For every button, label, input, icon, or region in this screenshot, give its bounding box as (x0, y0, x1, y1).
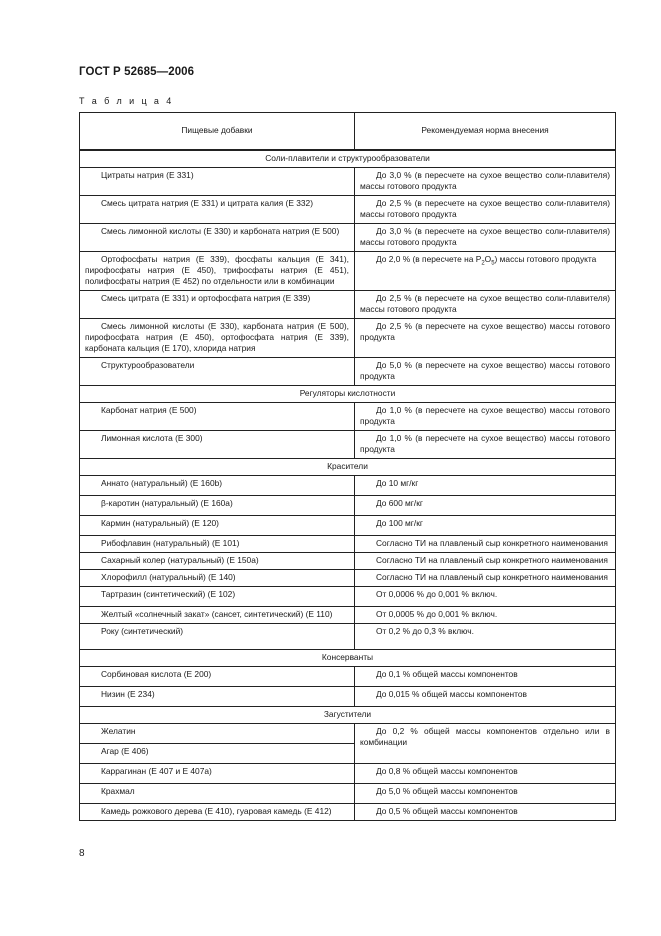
table-row (80, 553, 616, 570)
norm-cell: До 100 мг/кг (355, 516, 616, 536)
additive-cell: Желтый «солнечный закат» (сансет, синтетический) (Е 110) (80, 607, 355, 624)
norm-cell: Согласно ТИ на плавленый сыр конкретного наименования (355, 553, 616, 570)
table-row (80, 624, 616, 650)
additive-cell: Смесь цитрата (Е 331) и ортофосфата натрия (Е 339) (80, 291, 355, 319)
section-header-row (80, 386, 616, 403)
additive-cell: Камедь рожкового дерева (Е 410), гуаровая камедь (Е 412) (80, 804, 355, 821)
additive-cell: Сахарный колер (натуральный) (Е 150а) (80, 553, 355, 570)
table-caption: Т а б л и ц а 4 (79, 96, 174, 106)
section-title: Соли-плавители и структурообразователи (80, 150, 616, 168)
norm-cell: До 0,5 % общей массы компонентов (355, 804, 616, 821)
standard-number: ГОСТ Р 52685—2006 (79, 66, 195, 78)
table-row (80, 291, 616, 319)
norm-cell: До 0,1 % общей массы компонентов (355, 667, 616, 687)
table-row (80, 196, 616, 224)
norm-cell: До 10 мг/кг (355, 476, 616, 496)
additive-cell: Рибофлавин (натуральный) (Е 101) (80, 536, 355, 553)
norm-cell: До 0,8 % общей массы компонентов (355, 764, 616, 784)
table-row (80, 358, 616, 386)
norm-cell: До 2,5 % (в пересчете на сухое вещество соли-плавителя) массы готового продукта (355, 196, 616, 224)
section-header-row (80, 650, 616, 667)
additive-cell: β-каротин (натуральный) (Е 160а) (80, 496, 355, 516)
norm-cell: До 2,5 % (в пересчете на сухое вещество соли-плавителя) массы готового продукта (355, 291, 616, 319)
additive-cell: Року (синтетический) (80, 624, 355, 650)
table-row (80, 168, 616, 196)
norm-cell: До 2,0 % (в пересчете на $P_2O_5$) массы готового продукта (355, 252, 616, 291)
page-number: 8 (79, 848, 85, 859)
additive-cell: Карбонат натрия (Е 500) (80, 403, 355, 431)
column-header-additives: Пищевые добавки (80, 113, 355, 151)
additive-cell: Хлорофилл (натуральный) (Е 140) (80, 570, 355, 587)
norm-cell: До 1,0 % (в пересчете на сухое вещество) массы готового продукта (355, 431, 616, 459)
section-header-row (80, 459, 616, 476)
additives-table (79, 112, 616, 821)
table-row (80, 536, 616, 553)
table-row (80, 431, 616, 459)
norm-cell: До 1,0 % (в пересчете на сухое вещество) массы готового продукта (355, 403, 616, 431)
table-row (80, 570, 616, 587)
additive-cell: Крахмал (80, 784, 355, 804)
section-title: Красители (80, 459, 616, 476)
table-row (80, 403, 616, 431)
norm-cell: Согласно ТИ на плавленый сыр конкретного наименования (355, 570, 616, 587)
additive-cell: Аннато (натуральный) (Е 160b) (80, 476, 355, 496)
additive-cell: Низин (Е 234) (80, 687, 355, 707)
table-row (80, 687, 616, 707)
section-title: Загустители (80, 707, 616, 724)
table-row (80, 607, 616, 624)
table-row (80, 784, 616, 804)
norm-cell: До 2,5 % (в пересчете на сухое вещество) массы готового продукта (355, 319, 616, 358)
additive-cell: Каррагинан (Е 407 и Е 407а) (80, 764, 355, 784)
norm-cell: До 3,0 % (в пересчете на сухое вещество соли-плавителя) массы готового продукта (355, 224, 616, 252)
table-row (80, 252, 616, 291)
additive-cell: Структурообразователи (80, 358, 355, 386)
norm-cell: От 0,0006 % до 0,001 % включ. (355, 587, 616, 607)
section-header-row (80, 150, 616, 168)
section-title: Регуляторы кислотности (80, 386, 616, 403)
norm-cell: До 600 мг/кг (355, 496, 616, 516)
additive-cell: Кармин (натуральный) (Е 120) (80, 516, 355, 536)
additive-cell: Ортофосфаты натрия (Е 339), фосфаты кальция (Е 341), пирофосфаты натрия (Е 450), трифосфаты натрия (Е 451), полифосфаты натрия (Е 452) по отдельности или в комбинации (80, 252, 355, 291)
norm-cell: От 0,2 % до 0,3 % включ. (355, 624, 616, 650)
table-row (80, 587, 616, 607)
table-row (80, 804, 616, 821)
norm-cell: Согласно ТИ на плавленый сыр конкретного наименования (355, 536, 616, 553)
table-row (80, 496, 616, 516)
table-row (80, 764, 616, 784)
additive-cell: Желатин (80, 724, 355, 744)
additive-cell: Лимонная кислота (Е 300) (80, 431, 355, 459)
norm-cell: До 0,015 % общей массы компонентов (355, 687, 616, 707)
additive-cell: Смесь лимонной кислоты (Е 330) и карбоната натрия (Е 500) (80, 224, 355, 252)
norm-cell: От 0,0005 % до 0,001 % включ. (355, 607, 616, 624)
table-row (80, 224, 616, 252)
table-row (80, 724, 616, 744)
table-row (80, 319, 616, 358)
additive-cell: Смесь цитрата натрия (Е 331) и цитрата калия (Е 332) (80, 196, 355, 224)
table-row (80, 476, 616, 496)
column-header-norm: Рекомендуемая норма внесения (355, 113, 616, 151)
additive-cell: Тартразин (синтетический) (Е 102) (80, 587, 355, 607)
norm-cell: До 5,0 % (в пересчете на сухое вещество) массы готового продукта (355, 358, 616, 386)
table-row (80, 667, 616, 687)
additive-cell: Сорбиновая кислота (Е 200) (80, 667, 355, 687)
additive-cell: Агар (Е 406) (80, 744, 355, 764)
section-header-row (80, 707, 616, 724)
table-header-row (80, 113, 616, 151)
table-row (80, 516, 616, 536)
additive-cell: Цитраты натрия (Е 331) (80, 168, 355, 196)
section-title: Консерванты (80, 650, 616, 667)
norm-cell: До 5,0 % общей массы компонентов (355, 784, 616, 804)
norm-cell: До 0,2 % общей массы компонентов отдельно или в комбинации (355, 724, 616, 764)
norm-cell: До 3,0 % (в пересчете на сухое вещество соли-плавителя) массы готового продукта (355, 168, 616, 196)
additive-cell: Смесь лимонной кислоты (Е 330), карбоната натрия (Е 500), пирофосфата натрия (Е 450), ортофосфата натрия (Е 339), карбоната кальция (Е 170), хлорида натрия (80, 319, 355, 358)
